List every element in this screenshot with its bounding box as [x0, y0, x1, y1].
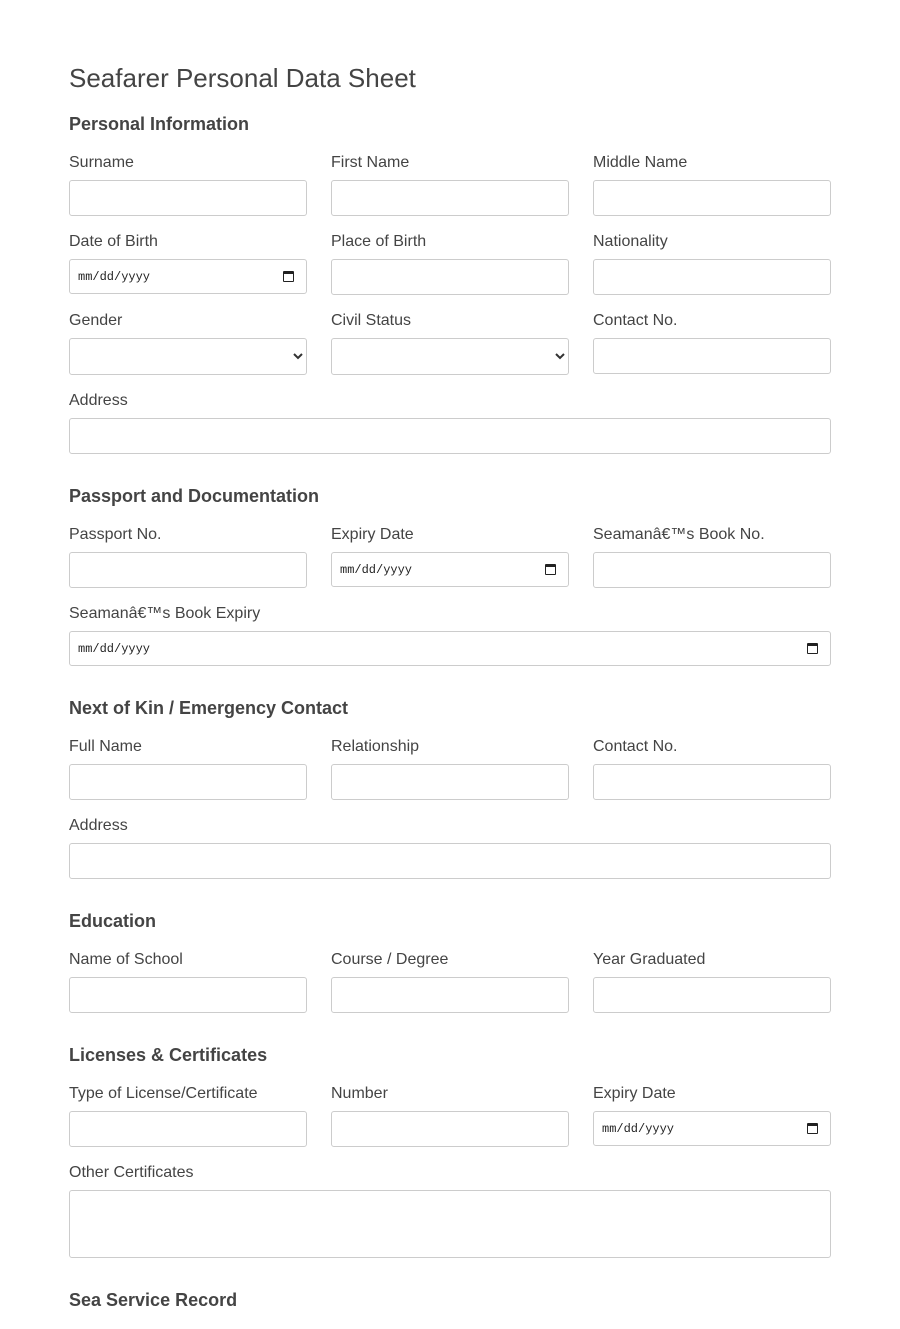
- form-row: [69, 1163, 831, 1274]
- form-row: [69, 153, 831, 232]
- form-row: [69, 391, 831, 470]
- section-licenses-certificates: [69, 1044, 831, 1274]
- section-heading: Passport and Documentation: [69, 486, 320, 506]
- section-heading: Sea Service Record: [69, 1290, 238, 1310]
- form-row: [69, 816, 831, 895]
- date-placeholder: mm/dd/yyyy: [602, 1121, 675, 1136]
- section-next-of-kin-emergency-contact: [69, 697, 831, 895]
- calendar-icon[interactable]: [545, 564, 556, 575]
- field-label: Contact No.: [593, 738, 678, 755]
- surname-input[interactable]: [69, 180, 307, 216]
- seaman-s-book-expiry-date-input[interactable]: [69, 631, 831, 666]
- field-passport-no: [69, 525, 307, 588]
- field-label: Name of School: [69, 951, 183, 968]
- field-label: Surname: [69, 154, 134, 171]
- relationship-input[interactable]: [331, 764, 569, 800]
- field-contact-no: [593, 737, 831, 800]
- field-label: Expiry Date: [331, 526, 414, 543]
- calendar-icon[interactable]: [807, 643, 818, 654]
- field-label: Type of License/Certificate: [69, 1085, 258, 1102]
- field-address: [69, 391, 831, 454]
- field-relationship: [331, 737, 569, 800]
- field-seaman-s-book-no: [593, 525, 831, 588]
- field-course-degree: [331, 950, 569, 1013]
- other-certificates-textarea[interactable]: [69, 1190, 831, 1258]
- field-label: Expiry Date: [593, 1085, 676, 1102]
- form-row: [69, 311, 831, 391]
- field-seaman-s-book-expiry: [69, 604, 831, 666]
- place-of-birth-input[interactable]: [331, 259, 569, 295]
- full-name-input[interactable]: [69, 764, 307, 800]
- field-surname: [69, 153, 307, 216]
- field-middle-name: [593, 153, 831, 216]
- section-personal-information: [69, 113, 831, 470]
- form-row: [69, 604, 831, 682]
- field-address: [69, 816, 831, 879]
- address-input[interactable]: [69, 843, 831, 879]
- field-type-of-license-certificate: [69, 1084, 307, 1147]
- calendar-icon[interactable]: [283, 271, 294, 282]
- field-first-name: [331, 153, 569, 216]
- field-label: Gender: [69, 312, 123, 329]
- section-sea-service-record: [69, 1289, 831, 1311]
- field-contact-no: [593, 311, 831, 375]
- section-heading: Personal Information: [69, 114, 250, 134]
- date-placeholder: mm/dd/yyyy: [78, 269, 151, 284]
- field-label: Other Certificates: [69, 1164, 194, 1181]
- field-label: Nationality: [593, 233, 668, 250]
- calendar-icon[interactable]: [807, 1123, 818, 1134]
- field-date-of-birth: [69, 232, 307, 295]
- field-label: Seamanâ€™s Book Expiry: [69, 605, 261, 622]
- name-of-school-input[interactable]: [69, 977, 307, 1013]
- nationality-input[interactable]: [593, 259, 831, 295]
- middle-name-input[interactable]: [593, 180, 831, 216]
- field-expiry-date: [593, 1084, 831, 1147]
- year-graduated-input[interactable]: [593, 977, 831, 1013]
- section-passport-and-documentation: [69, 485, 831, 682]
- section-education: [69, 910, 831, 1029]
- type-of-license-certificate-input[interactable]: [69, 1111, 307, 1147]
- field-label: Full Name: [69, 738, 142, 755]
- form-row: [69, 232, 831, 311]
- form-row: [69, 737, 831, 816]
- form-row: [69, 1084, 831, 1163]
- contact-no-input[interactable]: [593, 764, 831, 800]
- field-other-certificates: [69, 1163, 831, 1258]
- seaman-s-book-no-input[interactable]: [593, 552, 831, 588]
- form-sections: [69, 113, 831, 1311]
- address-input[interactable]: [69, 418, 831, 454]
- field-place-of-birth: [331, 232, 569, 295]
- field-label: Number: [331, 1085, 388, 1102]
- date-placeholder: mm/dd/yyyy: [340, 562, 413, 577]
- field-expiry-date: [331, 525, 569, 588]
- form-row: [69, 525, 831, 604]
- number-input[interactable]: [331, 1111, 569, 1147]
- field-label: Civil Status: [331, 312, 412, 329]
- first-name-input[interactable]: [331, 180, 569, 216]
- field-year-graduated: [593, 950, 831, 1013]
- field-label: Relationship: [331, 738, 420, 755]
- expiry-date-date-input[interactable]: [593, 1111, 831, 1146]
- field-label: Address: [69, 392, 128, 409]
- section-heading: Licenses & Certificates: [69, 1045, 268, 1065]
- field-gender: [69, 311, 307, 375]
- contact-no-input[interactable]: [593, 338, 831, 374]
- date-of-birth-date-input[interactable]: [69, 259, 307, 294]
- field-civil-status: [331, 311, 569, 375]
- field-label: Contact No.: [593, 312, 678, 329]
- field-label: First Name: [331, 154, 410, 171]
- field-label: Middle Name: [593, 154, 688, 171]
- civil-status-select[interactable]: [331, 338, 569, 375]
- field-label: Seamanâ€™s Book No.: [593, 526, 765, 543]
- expiry-date-date-input[interactable]: [331, 552, 569, 587]
- form-row: [69, 950, 831, 1029]
- page-title: Seafarer Personal Data Sheet: [69, 63, 416, 93]
- field-label: Course / Degree: [331, 951, 449, 968]
- field-full-name: [69, 737, 307, 800]
- field-label: Place of Birth: [331, 233, 427, 250]
- course-degree-input[interactable]: [331, 977, 569, 1013]
- field-nationality: [593, 232, 831, 295]
- field-label: Passport No.: [69, 526, 162, 543]
- field-name-of-school: [69, 950, 307, 1013]
- gender-select[interactable]: [69, 338, 307, 375]
- section-heading: Next of Kin / Emergency Contact: [69, 698, 349, 718]
- section-heading: Education: [69, 911, 157, 931]
- form-container: [69, 63, 831, 1329]
- field-label: Date of Birth: [69, 233, 158, 250]
- field-number: [331, 1084, 569, 1147]
- field-label: Year Graduated: [593, 951, 706, 968]
- passport-no-input[interactable]: [69, 552, 307, 588]
- field-label: Address: [69, 817, 128, 834]
- date-placeholder: mm/dd/yyyy: [78, 641, 151, 656]
